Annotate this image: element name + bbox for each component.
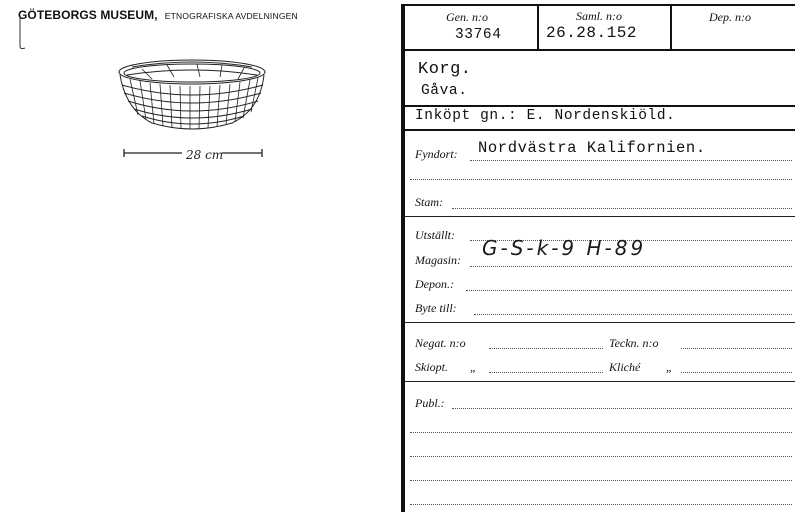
storage-label: Magasin:: [415, 253, 461, 267]
cliche-ditto: „: [666, 360, 673, 374]
rule: [405, 105, 795, 107]
rule: [405, 216, 795, 217]
negative-no-label: Negat. n:o: [415, 336, 466, 350]
card-left-border: [401, 4, 405, 512]
museum-name: GÖTEBORGS MUSEUM,: [18, 8, 158, 22]
dotted-line: [410, 504, 792, 505]
dotted-line: [681, 372, 792, 373]
dotted-line: [470, 266, 792, 267]
dotted-line: [410, 480, 792, 481]
dotted-line: [410, 179, 792, 180]
header-divider: [537, 4, 539, 51]
cliche-label: Kliché: [609, 360, 641, 374]
basket-sketch: [112, 55, 282, 175]
storage-location-handwritten: G-S-k-9 H-89: [482, 236, 647, 260]
publication-label: Publ.:: [415, 396, 445, 410]
drawing-no-label: Teckn. n:o: [609, 336, 659, 350]
sketch-dimension-label: 28 cm: [186, 148, 224, 162]
dotted-line: [489, 372, 603, 373]
gen-no-label: Gen. n:o: [446, 10, 488, 24]
rule: [405, 381, 795, 382]
object-name: Korg.: [418, 60, 472, 79]
slide-label: Skiopt.: [415, 360, 448, 374]
dotted-line: [489, 348, 603, 349]
purchased-from: Inköpt gn.: E. Nordenskiöld.: [415, 108, 676, 124]
dotted-line: [452, 208, 792, 209]
rule: [405, 129, 795, 131]
saml-no-value: 26.28.152: [546, 24, 637, 42]
department-name: ETNOGRAFISKA AVDELNINGEN: [164, 11, 298, 21]
acquisition-type: Gåva.: [421, 83, 468, 99]
saml-no-label: Saml. n:o: [576, 9, 622, 23]
find-place-label: Fyndort:: [415, 147, 458, 161]
margin-pencil-mark: [17, 14, 37, 54]
dep-no-label: Dep. n:o: [709, 10, 751, 24]
exhibited-label: Utställt:: [415, 228, 456, 242]
dotted-line: [681, 348, 792, 349]
deposited-label: Depon.:: [415, 277, 454, 291]
header-divider: [670, 4, 672, 51]
tribe-label: Stam:: [415, 195, 443, 209]
dotted-line: [410, 456, 792, 457]
find-place-value: Nordvästra Kalifornien.: [478, 139, 706, 157]
gen-no-value: 33764: [455, 27, 502, 43]
exchange-label: Byte till:: [415, 301, 457, 315]
museum-header: [18, 6, 298, 24]
dotted-line: [452, 408, 792, 409]
dotted-line: [410, 432, 792, 433]
dotted-line: [466, 290, 792, 291]
dotted-line: [474, 314, 792, 315]
dotted-line: [470, 160, 792, 161]
slide-ditto: „: [470, 360, 477, 374]
rule: [405, 322, 795, 323]
